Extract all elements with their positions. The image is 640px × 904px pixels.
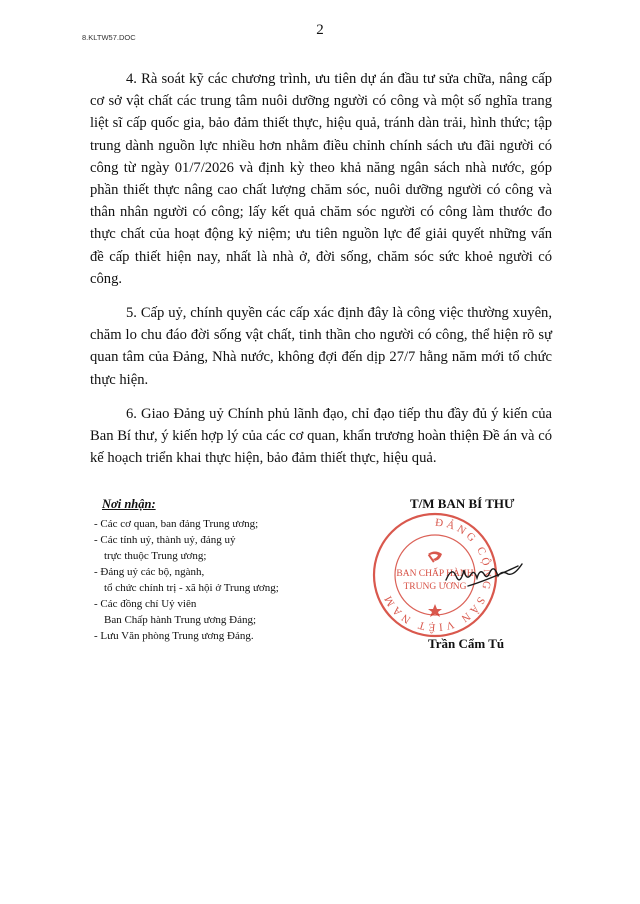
recipient-line: tổ chức chính trị - xã hội ở Trung ương; xyxy=(104,582,279,594)
recipient-item xyxy=(94,596,354,628)
paragraph-4: 4. Rà soát kỹ các chương trình, ưu tiên dự án đầu tư sửa chữa, nâng cấp cơ sở vật chất các trung tâm nuôi dưỡng người có công và một số nghĩa trang liệt sĩ cấp quốc gia, bảo đảm thiết thực, hiệu quả, tránh dàn trải, hình thức; tập trung dành nguồn lực nhiều hơn nhằm điều chỉnh chính sách ưu đãi người có công từ ngày 01/7/2026 và định kỳ theo khả năng ngân sách nhà nước, góp phần thiết thực nâng cao chất lượng chăm sóc, nuôi dưỡng người có công và thân nhân người có công; lấy kết quả chăm sóc người có công làm thước đo thực chất của hoạt động kỷ niệm; ưu tiên nguồn lực để giải quyết những vấn đề cấp thiết hiện nay, nhất là nhà ở, đời sống, chăm sóc sức khoẻ người có công. xyxy=(90,71,552,287)
recipient-line: trực thuộc Trung ương; xyxy=(104,550,207,562)
paragraph-5: 5. Cấp uỷ, chính quyền các cấp xác định đây là công việc thường xuyên, chăm lo chu đáo đời sống vật chất, tinh thần cho người có công, thể hiện rõ sự quan tâm của Đảng, Nhà nước, không đợi đến dịp 27/7 hằng năm mới tổ chức thực hiện. xyxy=(90,305,552,388)
page-number: 2 xyxy=(316,22,324,38)
recipient-line: - Đảng uỷ các bộ, ngành, xyxy=(94,566,205,578)
seal-outer-text: ĐẢNG CỘNG SẢN VIỆT NAM xyxy=(380,516,493,634)
document-body xyxy=(90,68,552,481)
paragraph-6: 6. Giao Đảng uỷ Chính phủ lãnh đạo, chỉ đạo tiếp thu đầy đủ ý kiến của Ban Bí thư, ý kiến hợp lý của các cơ quan, khẩn trương hoàn thiện Đề án và có kế hoạch triển khai thực hiện, bảo đảm thiết thực, hiệu quả. xyxy=(90,405,552,467)
recipient-line: - Lưu Văn phòng Trung ương Đảng. xyxy=(94,630,254,642)
recipient-line: - Các cơ quan, ban đảng Trung ương; xyxy=(94,518,259,530)
signature-title: T/M BAN BÍ THƯ xyxy=(410,496,515,511)
recipient-line: - Các tỉnh uỷ, thành uỷ, đảng uỷ xyxy=(94,534,236,546)
recipient-item xyxy=(94,516,354,532)
file-code: 8.KLTW57.DOC xyxy=(82,33,136,42)
seal-line-1: BAN CHẤP HÀNH xyxy=(396,569,474,579)
recipients-block xyxy=(94,496,354,644)
handwritten-signature xyxy=(440,540,540,600)
recipient-item xyxy=(94,628,354,644)
signer-name: Trần Cẩm Tú xyxy=(428,636,505,651)
recipient-line: Ban Chấp hành Trung ương Đảng; xyxy=(104,614,257,626)
recipient-item xyxy=(94,532,354,564)
recipient-line: - Các đồng chí Uỷ viên xyxy=(94,598,197,610)
seal-line-2: TRUNG ƯƠNG xyxy=(403,582,467,592)
recipient-item xyxy=(94,564,354,596)
recipients-title: Nơi nhận: xyxy=(102,497,156,511)
